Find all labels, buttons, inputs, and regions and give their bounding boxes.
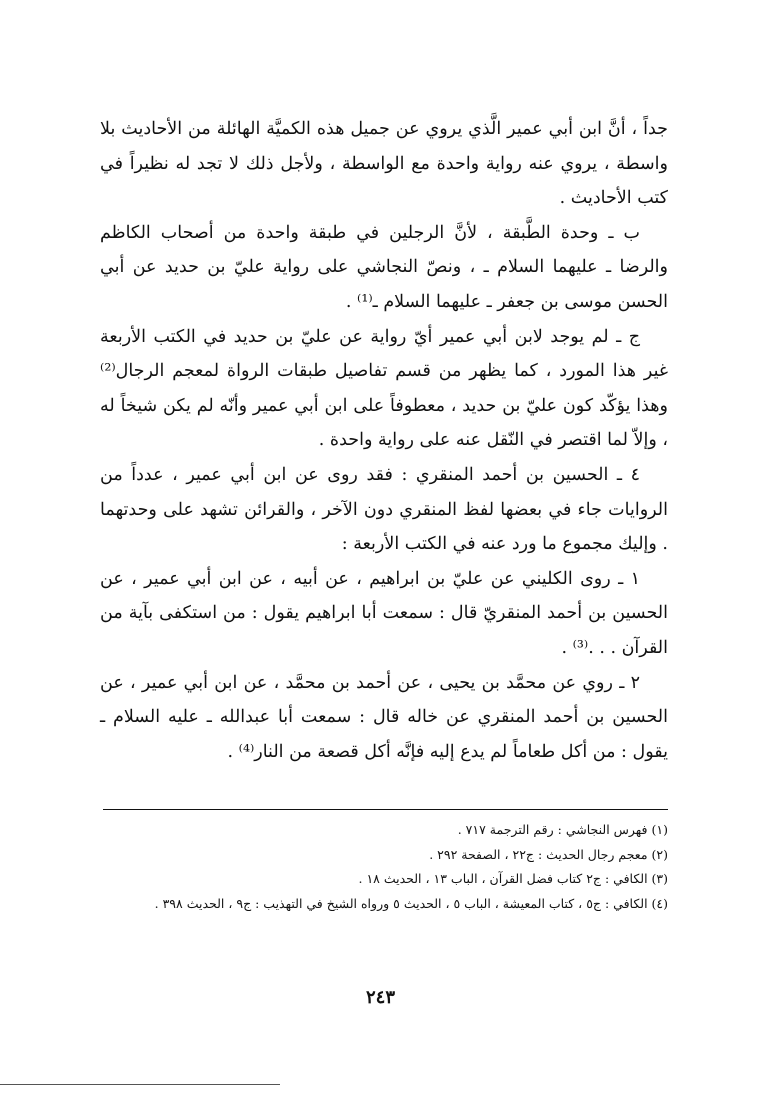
paragraph-continuation: جداً ، أنَّ ابن أبي عمير الَّذي يروي عن جميل هذه الكميَّة الهائلة من الأحاديث بلا واسطة ، يروي عنه رواية واحدة مع الواسطة ، ولأجل ذلك لا تجد له نظيراً في كتب الأحاديث . — [100, 119, 668, 209]
paragraph-item-4: ٤ ـ الحسين بن أحمد المنقري : فقد روى عن ابن أبي عمير ، عدداً من الروايات جاء في بعضها لفظ المنقري دون الآخر ، والقرائن تشهد على وحدتهما . وإليك مجموع ما ورد عنه في الكتب الأربعة : — [100, 464, 668, 555]
paragraph-point-j: ج ـ لم يوجد لابن أبي عمير أيّ رواية عن عليّ بن حديد في الكتب الأربعة غير هذا المورد ، كما يظهر من قسم تفاصيل طبقات الرواة لمعجم الرجال⁽²⁾ وهذا يؤكّد كون عليّ بن حديد ، معطوفاً على ابن أبي عمير وأنّه لم يكن شيخاً له ، وإلاّ لما اقتصر في النّقل عنه على رواية واحدة . — [100, 326, 668, 451]
page-number: ٢٤٣ — [365, 987, 395, 1008]
paragraph-narration-1: ١ ـ روى الكليني عن عليّ بن ابراهيم ، عن أبيه ، عن ابن أبي عمير ، عن الحسين بن أحمد المنقريّ قال : سمعت أبا ابراهيم يقول : من استكفى بآية من القرآن . . .⁽³⁾ . — [100, 568, 668, 658]
paragraph-point-b: ب ـ وحدة الطَّبقة ، لأنَّ الرجلين في طبقة واحدة من أصحاب الكاظم والرضا ـ عليهما السلام ـ ، ونصّ النجاشي على رواية عليّ بن حديد عن أبي الحسن موسى بن جعفر ـ عليهما السلام ـ⁽¹⁾ . — [100, 222, 668, 312]
footnote-3: (٣) الكافي : ج٢ كتاب فضل القرآن ، الباب ١٣ ، الحديث ١٨ . — [358, 871, 668, 886]
footnote-2: (٢) معجم رجال الحديث : ج٢٢ ، الصفحة ٢٩٢ . — [429, 846, 668, 862]
footnote-separator — [103, 809, 668, 810]
footnote-1: (١) فهرس النجاشي : رقم الترجمة ٧١٧ . — [457, 822, 668, 837]
bottom-edge-line — [0, 1084, 280, 1085]
footnote-4: (٤) الكافي : ج٥ ، كتاب المعيشة ، الباب ٥ ، الحديث ٥ ورواه الشيخ في التهذيب : ج٩ ، الحديث ٣٩٨ . — [154, 895, 668, 911]
main-text — [100, 112, 668, 769]
footnotes — [100, 818, 668, 916]
paragraph-narration-2: ٢ ـ روي عن محمَّد بن يحيى ، عن أحمد بن محمَّد ، عن ابن أبي عمير ، عن الحسين بن أحمد المنقري عن خاله قال : سمعت أبا عبدالله ـ عليه السلام ـ يقول : من أكل طعاماً لم يدع إليه فإنَّه أكل قصعة من النار⁽⁴⁾ . — [100, 672, 668, 762]
